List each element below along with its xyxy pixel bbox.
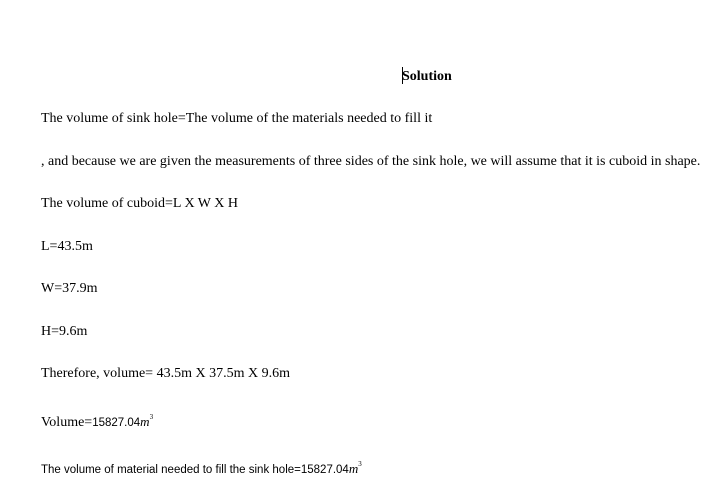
volume-unit-exponent: 3 (149, 413, 154, 421)
text-line-width: W=37.9m (41, 281, 98, 296)
final-answer-text: The volume of material needed to fill the sink hole=15827.04 (41, 464, 349, 476)
volume-label: Volume= (41, 415, 93, 430)
document-title: Solution (402, 69, 452, 84)
text-line-height: H=9.6m (41, 324, 88, 339)
text-line-cuboid-formula: The volume of cuboid=L X W X H (41, 196, 238, 211)
text-line-final-answer (41, 456, 362, 478)
text-line-volume-result (41, 409, 153, 431)
text-line-volume-calculation: Therefore, volume= 43.5m X 37.5m X 9.6m (41, 366, 290, 381)
final-answer-unit-exponent: 3 (358, 460, 362, 468)
text-line-volume-definition: The volume of sink hole=The volume of the materials needed to fill it (41, 111, 433, 126)
text-line-cuboid-assumption: , and because we are given the measurements of three sides of the sink hole, we will assume that it is cuboid in shape. (41, 154, 701, 169)
final-answer-unit: m (348, 461, 359, 476)
volume-unit: m (140, 414, 150, 429)
text-line-length: L=43.5m (41, 239, 93, 254)
volume-value: 15827.04 (92, 417, 141, 429)
